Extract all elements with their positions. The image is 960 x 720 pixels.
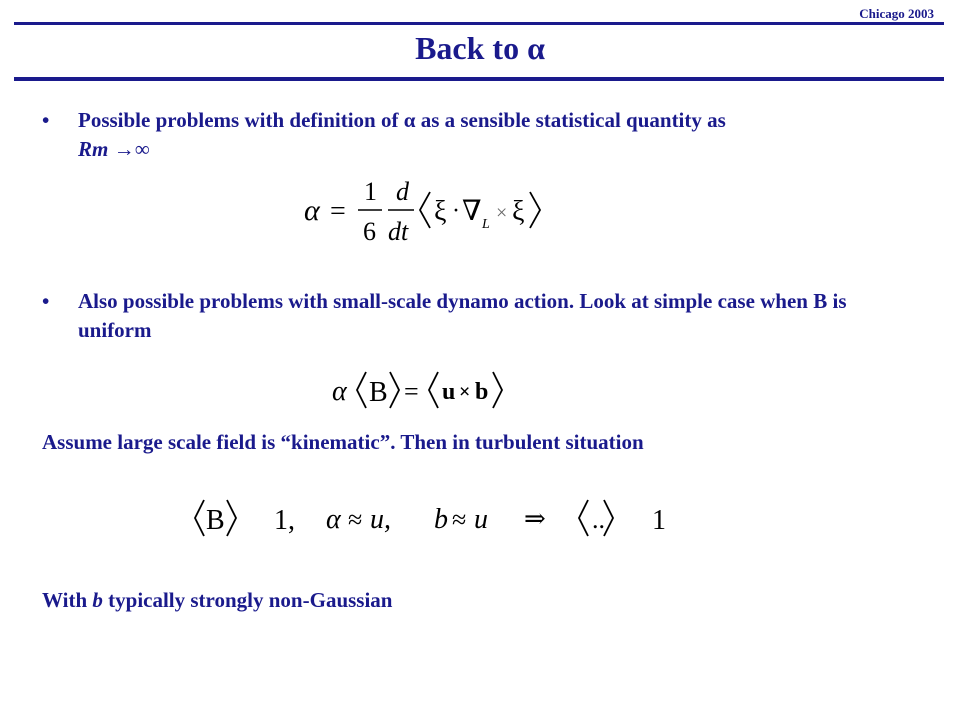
eq1-times: × [496, 202, 508, 224]
eq3-left-angle-bracket-1 [195, 500, 204, 536]
bullet-marker: • [42, 289, 50, 313]
eq3-approx-b: ≈ [452, 505, 467, 534]
eq3-alpha: α [326, 504, 341, 535]
eq2-equals: = [404, 377, 419, 406]
eq3-right-angle-bracket-1 [227, 500, 236, 536]
eq1-frac1-den: 6 [363, 217, 376, 246]
paragraph-suffix: typically strongly non-Gaussian [102, 588, 393, 612]
eq2-b-mean: B [369, 377, 388, 408]
eq3-dots: .. [592, 505, 605, 534]
bullet-item-1 [42, 106, 922, 164]
bullet-text-main: Possible problems with definition of α as a sensible statistical quantity as [78, 108, 726, 132]
header-rule-top [14, 22, 944, 25]
title-rule-bottom [14, 77, 944, 81]
eq3-left-angle-bracket-2 [579, 500, 588, 536]
eq1-frac1-num: 1 [364, 177, 377, 206]
eq3-b-mean: B [206, 505, 225, 536]
eq1-right-angle-bracket [530, 192, 540, 228]
paragraph-prefix: With [42, 588, 93, 612]
bullet-marker: • [42, 108, 50, 132]
eq3-implies: ⇒ [524, 504, 546, 533]
eq1-left-angle-bracket [420, 192, 430, 228]
eq1-equals: = [330, 196, 346, 227]
slide-title: Back to α [415, 30, 545, 66]
eq1-xi-1: ξ [434, 196, 447, 227]
eq2-left-angle-bracket-1 [357, 372, 366, 408]
eq3-right-angle-bracket-2 [604, 500, 613, 536]
paragraph-var-b: b [92, 588, 103, 612]
equation-alpha-b-mean [328, 366, 518, 416]
eq3-u-a: u, [370, 504, 391, 535]
bullet-text-math: Rm →∞ [78, 137, 150, 161]
paragraph-non-gaussian [42, 586, 392, 615]
eq3-u-b: u [474, 504, 488, 535]
eq1-sub-l: L [482, 217, 490, 232]
eq2-b: b [475, 379, 489, 405]
eq2-left-angle-bracket-2 [429, 372, 438, 408]
bullet-text: Also possible problems with small-scale dynamo action. Look at simple case when B is uniform [78, 289, 847, 342]
paragraph-assume: Assume large scale field is “kinematic”. Then in turbulent situation [42, 430, 644, 454]
eq1-dot: · [452, 198, 460, 224]
header-label: Chicago 2003 [859, 6, 934, 21]
eq1-xi-2: ξ [512, 196, 525, 227]
equation-turbulent-estimates [190, 494, 680, 544]
eq1-frac2-den: dt [388, 217, 409, 246]
eq3-approx-a: ≈ [348, 505, 363, 534]
eq2-right-angle-bracket-1 [390, 372, 399, 408]
eq2-u: u [442, 379, 456, 405]
eq2-times: × [459, 381, 471, 403]
eq1-frac2-num: d [396, 177, 409, 206]
equation-alpha-definition [300, 170, 550, 250]
eq3-b: b [434, 504, 448, 535]
eq1-alpha: α [304, 194, 320, 227]
eq2-right-angle-bracket-2 [493, 372, 502, 408]
eq2-alpha: α [332, 376, 347, 407]
eq1-nabla: ∇ [462, 196, 482, 227]
bullet-text [42, 106, 922, 164]
eq3-one-b: 1 [652, 505, 666, 536]
eq3-one-a: 1, [274, 505, 295, 536]
bullet-item-2 [42, 287, 922, 345]
